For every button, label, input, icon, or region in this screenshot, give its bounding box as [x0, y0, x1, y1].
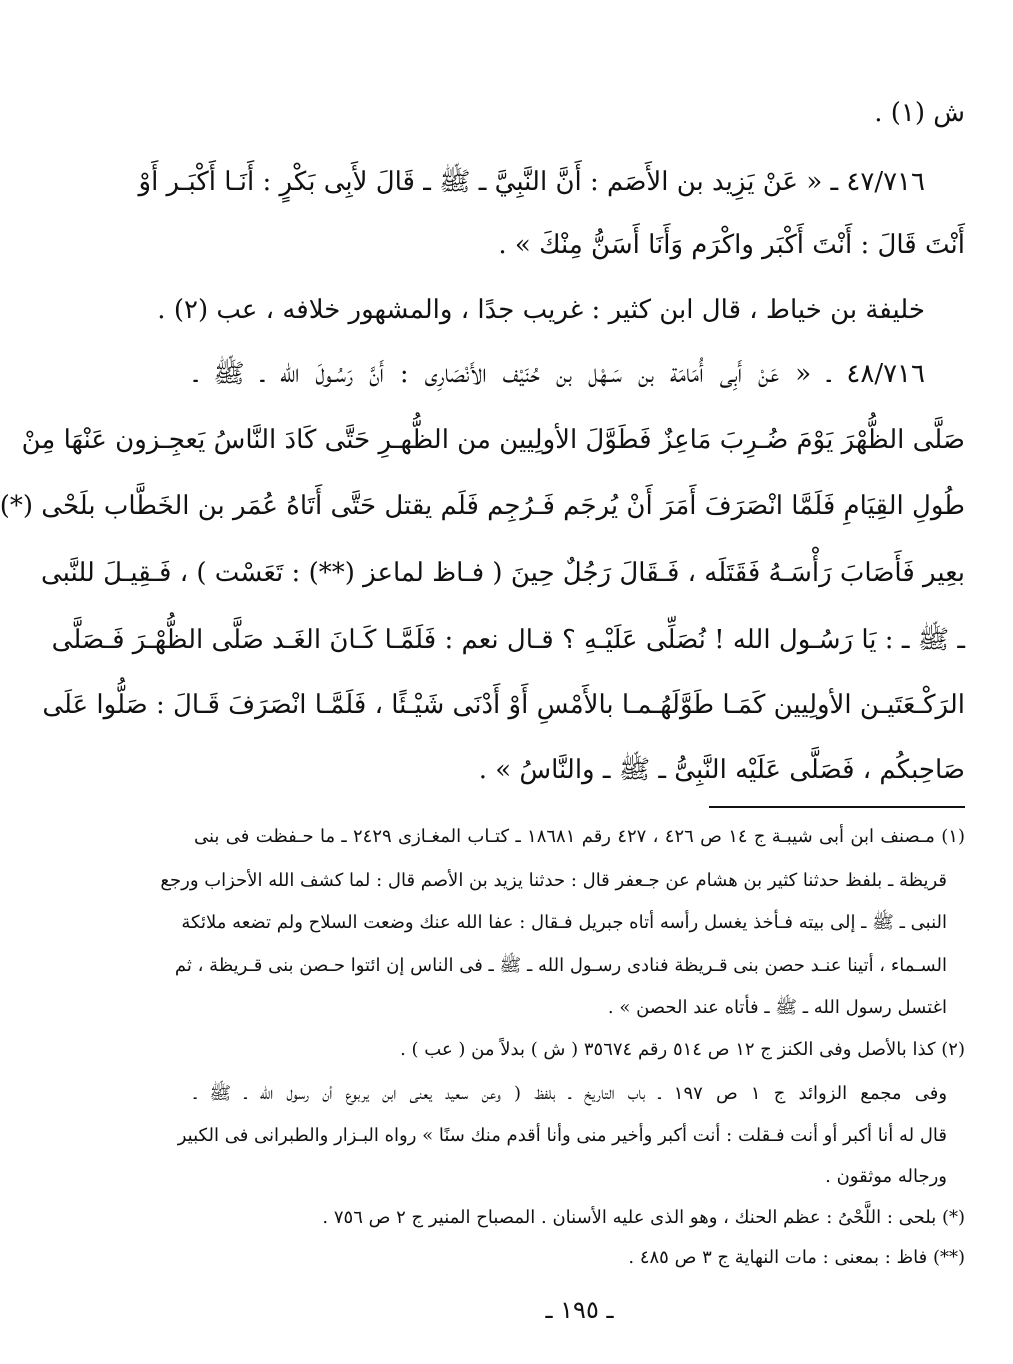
page-number: ـ ١٩٥ ـ	[545, 1296, 614, 1324]
footnote-1-line-2: قريظة ـ بلفظ حدثنا كثير بن هشام عن جـعفر قال : حدثنا يزيد بن الأصم قال : لما كشف الله الأحزاب ورجع	[160, 870, 947, 891]
footnote-2-line-3: قال له أنا أكبر أو أنت فـقلت : أنت أكبر وأخير منى وأنا أقدم منك سنًا » رواه البـزار والطبرانى فى الكبير	[177, 1125, 947, 1146]
footnote-1-line-4: السـماء ، أتينا عنـد حصن بنى قـريظة فنادى رسـول الله ـ ﷺ ـ فى الناس إن ائتوا حـصن بنى قـريظة ، ثم	[174, 955, 947, 976]
hadith-716-48-line-1: ٤٨/٧١٦ ـ « عَنْ أَبِى أُمَامَة بن سَـهْل بن حُنَيْف الأَنْصَارِى : أَنَّ رَسُـولَ الله ـ ﷺ ـ	[194, 359, 925, 389]
footnote-2-line-2: وفى مجمع الزوائد ج ١ ص ١٩٧ ـ باب التاريخ ـ بلفظ ( وعن سعيد يعنى ابن يربوع أن رسول الله ـ ﷺ ـ	[194, 1083, 948, 1104]
continuation-line: ش (١) .	[874, 98, 965, 128]
hadith-716-47-line-2: أَنْتَ قَالَ : أَنْتَ أَكْبَر واكْرَم وَأَنَا أَسَنُّ مِنْكَ » .	[498, 230, 965, 260]
hadith-716-48-line-7: صَاحِبكُم ، فَصَلَّى عَلَيْه النَّبِىُّ ـ ﷺ ـ والنَّاسُ » .	[478, 755, 965, 785]
footnote-2-line-1: (٢) كذا بالأصل وفى الكنز ج ١٢ ص ٥١٤ رقم ٣٥٦٧٤ ( ش ) بدلاً من ( عب ) .	[400, 1039, 965, 1060]
hadith-716-47-line-1: ٤٧/٧١٦ ـ « عَنْ يَزِيد بن الأَصَم : أَنَّ النَّبِيَّ ـ ﷺ ـ قَالَ لأَبِى بَكْرٍ : أَنَـا أَكْبَـر أَوْ	[138, 167, 925, 197]
footnote-star-1: (*) بلحى : اللَّحْىُ : عظم الحنك ، وهو الذى عليه الأسنان . المصباح المنير ج ٢ ص ٧٥٦ .	[322, 1207, 965, 1228]
hadith-716-48-line-5: ـ ﷺ ـ : يَا رَسُـول الله ! نُصَلِّى عَلَيْـهِ ؟ قـال نعم : فَلَمَّـا كَـانَ الغَـد صَلَّى الظُّهْـرَ فَـصَلَّى	[51, 625, 965, 655]
footnote-1-line-1: (١) مـصنف ابن أبى شيبـة ج ١٤ ص ٤٢٦ ، ٤٢٧ رقم ١٨٦٨١ ـ كتـاب المغـازى ٢٤٢٩ ـ ما حـفظت فى بنى	[194, 826, 965, 847]
hadith-716-48-line-6: الرَكْـعَتَيـن الأولِيين كَمَـا طَوَّلَهُـمـا بالأَمْسِ أَوْ أَدْنَى شَيْـئًا ، فَلَمَّـا انْصَرَفَ قَـالَ : صَلُّوا عَلَى	[42, 690, 965, 720]
footnote-star-2: (**) فاظ : بمعنى : مات النهاية ج ٣ ص ٤٨٥ .	[628, 1247, 965, 1268]
hadith-716-48-line-2: صَلَّى الظُّهْرَ يَوْمَ ضُـرِبَ مَاعِزٌ فَطَوَّلَ الأولِيين من الظُّهـرِ حَتَّى كَادَ النَّاسُ يَعجِـزون عَنْهَا مِنْ	[21, 425, 965, 455]
hadith-716-48-line-4: بعِير فَأَصَابَ رَأْسَـهُ فَقَتَلَه ، فَـقَالَ رَجُلٌ حِينَ ( فـاظ لماعز (**) : تَعَسْت ) ، فَـقِيـلَ للنَّبى	[40, 558, 965, 588]
footnote-1-line-5: اغتسل رسول الله ـ ﷺ ـ فأتاه عند الحصن » .	[607, 997, 947, 1018]
footnote-separator	[709, 806, 965, 808]
hadith-716-48-line-3: طُولِ القِيَامِ فَلَمَّا انْصَرَفَ أَمَرَ أَنْ يُرجَم فَـرُجِم فَلَم يقتل حَتَّى أَتَاهُ عُمَر بن الخَطَّاب بلَحْى (*)	[0, 491, 965, 521]
footnote-2-line-4: ورجاله موثقون .	[825, 1166, 947, 1187]
footnote-1-line-3: النبى ـ ﷺ ـ إلى بيته فـأخذ يغسل رأسه أتاه جبريل فـقال : عفا الله عنك وضعت السلاح ولم تضعه ملائكة	[181, 912, 947, 933]
hadith-716-47-source: خليفة بن خياط ، قال ابن كثير : غريب جدًا ، والمشهور خلافه ، عب (٢) .	[157, 295, 925, 325]
